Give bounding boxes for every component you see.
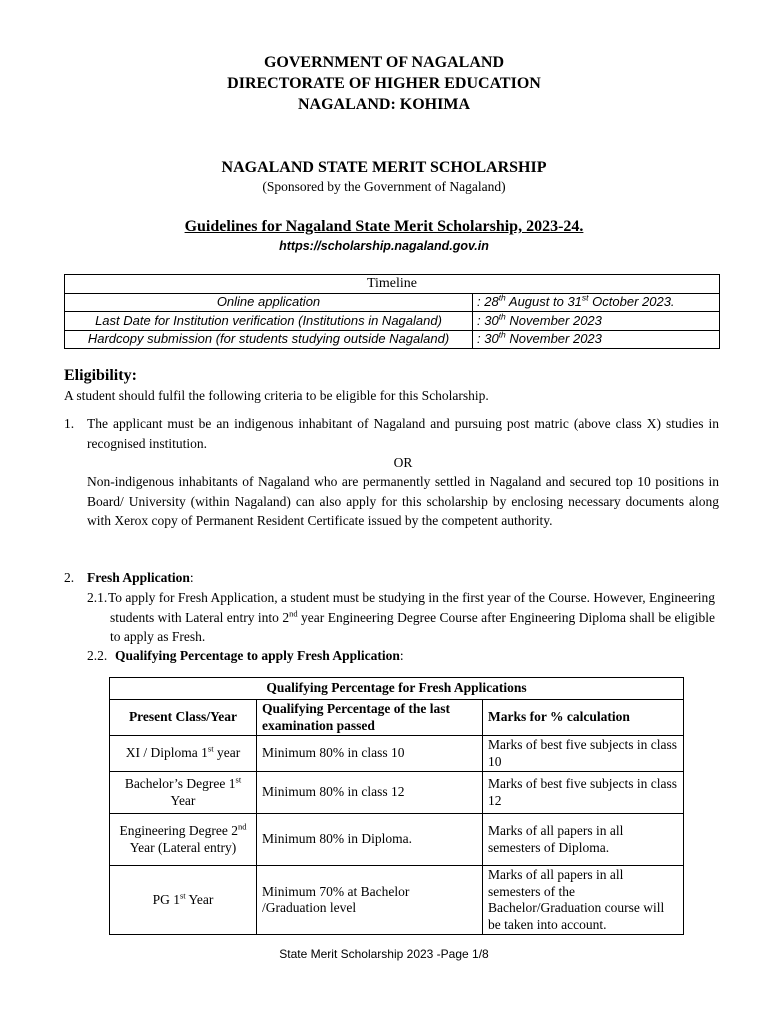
table-row: [110, 772, 684, 814]
column-header: Present Class/Year: [110, 700, 257, 736]
qualifying-cell: Minimum 80% in class 12: [257, 772, 483, 814]
item-1-or: OR: [393, 455, 413, 470]
item-2-1-number: 2.1.: [87, 590, 108, 605]
qualifying-cell: Minimum 70% at Bachelor /Graduation level: [257, 866, 483, 935]
document-header: [0, 52, 768, 115]
scholarship-url[interactable]: https://scholarship.nagaland.gov.in: [279, 239, 489, 253]
timeline-label: Online application: [65, 293, 473, 312]
table-row: [110, 866, 684, 935]
table-row: [110, 814, 684, 866]
item-2-2-text: Qualifying Percentage to apply Fresh Application:: [115, 648, 404, 663]
qualifying-cell: Minimum 80% in class 10: [257, 736, 483, 772]
timeline-header-row: [65, 275, 720, 294]
timeline-label: Last Date for Institution verification (Institutions in Nagaland): [65, 312, 473, 331]
timeline-date: : 30th November 2023: [473, 312, 720, 331]
scheme-title: NAGALAND STATE MERIT SCHOLARSHIP: [221, 159, 547, 176]
timeline-table: [64, 274, 720, 349]
item-2-1-text: To apply for Fresh Application, a student must be studying in the first year of the Course. However, Engineering students with Lateral entry into 2nd year Engineering Degree Course after Engineering Diploma shall be eligible to apply as Fresh.: [108, 590, 716, 644]
class-cell: PG 1st Year: [110, 866, 257, 935]
item-1-text-2: Non-indigenous inhabitants of Nagaland who are permanently settled in Nagaland and secured top 10 positions in Board/ University (within Nagaland) can also apply for this scholarship by enclosing necessary documents along with Xerox copy of Permanent Resident Certificate issued by the competent authority.: [87, 474, 719, 528]
header-line-3: NAGALAND: KOHIMA: [298, 96, 470, 113]
qualifying-table: [109, 677, 684, 935]
marks-cell: Marks of all papers in all semesters of Diploma.: [483, 814, 684, 866]
marks-cell: Marks of best five subjects in class 12: [483, 772, 684, 814]
scheme-block: [0, 157, 768, 195]
eligibility-intro: A student should fulfil the following criteria to be eligible for this Scholarship.: [64, 388, 489, 403]
item-1-text: The applicant must be an indigenous inhabitant of Nagaland and pursuing post matric (above class X) studies in recognised institution.: [87, 416, 719, 451]
item-2-2-number: 2.2.: [87, 648, 108, 663]
timeline-row: [65, 330, 720, 349]
timeline-date: : 30th November 2023: [473, 330, 720, 349]
class-cell: Bachelor’s Degree 1st Year: [110, 772, 257, 814]
timeline-date: : 28th August to 31st October 2023.: [473, 293, 720, 312]
class-cell: Engineering Degree 2nd Year (Lateral entry): [110, 814, 257, 866]
column-header: Qualifying Percentage of the last examination passed: [257, 700, 483, 736]
scheme-subtitle: (Sponsored by the Government of Nagaland): [262, 179, 506, 194]
timeline-label: Hardcopy submission (for students studying outside Nagaland): [65, 330, 473, 349]
timeline-row: [65, 293, 720, 312]
qualifying-cell: Minimum 80% in Diploma.: [257, 814, 483, 866]
timeline-row: [65, 312, 720, 331]
qualifying-table-title: Qualifying Percentage for Fresh Applications: [110, 678, 684, 700]
eligibility-heading: Eligibility:: [64, 367, 137, 384]
header-line-1: GOVERNMENT OF NAGALAND: [263, 54, 504, 71]
marks-cell: Marks of best five subjects in class 10: [483, 736, 684, 772]
item-2-number: 2.: [64, 570, 75, 585]
page-footer: State Merit Scholarship 2023 -Page 1/8: [279, 947, 489, 961]
marks-cell: Marks of all papers in all semesters of the Bachelor/Graduation course will be taken into account.: [483, 866, 684, 935]
timeline-heading: Timeline: [65, 275, 720, 294]
qualifying-header-row: [110, 700, 684, 736]
item-1-number: 1.: [64, 416, 75, 431]
column-header: Marks for % calculation: [483, 700, 684, 736]
class-cell: XI / Diploma 1st year: [110, 736, 257, 772]
header-line-2: DIRECTORATE OF HIGHER EDUCATION: [227, 75, 541, 92]
guidelines-title: Guidelines for Nagaland State Merit Scholarship, 2023-24.: [184, 218, 584, 235]
item-2-heading: Fresh Application:: [87, 570, 194, 585]
qualifying-title-row: [110, 678, 684, 700]
table-row: [110, 736, 684, 772]
